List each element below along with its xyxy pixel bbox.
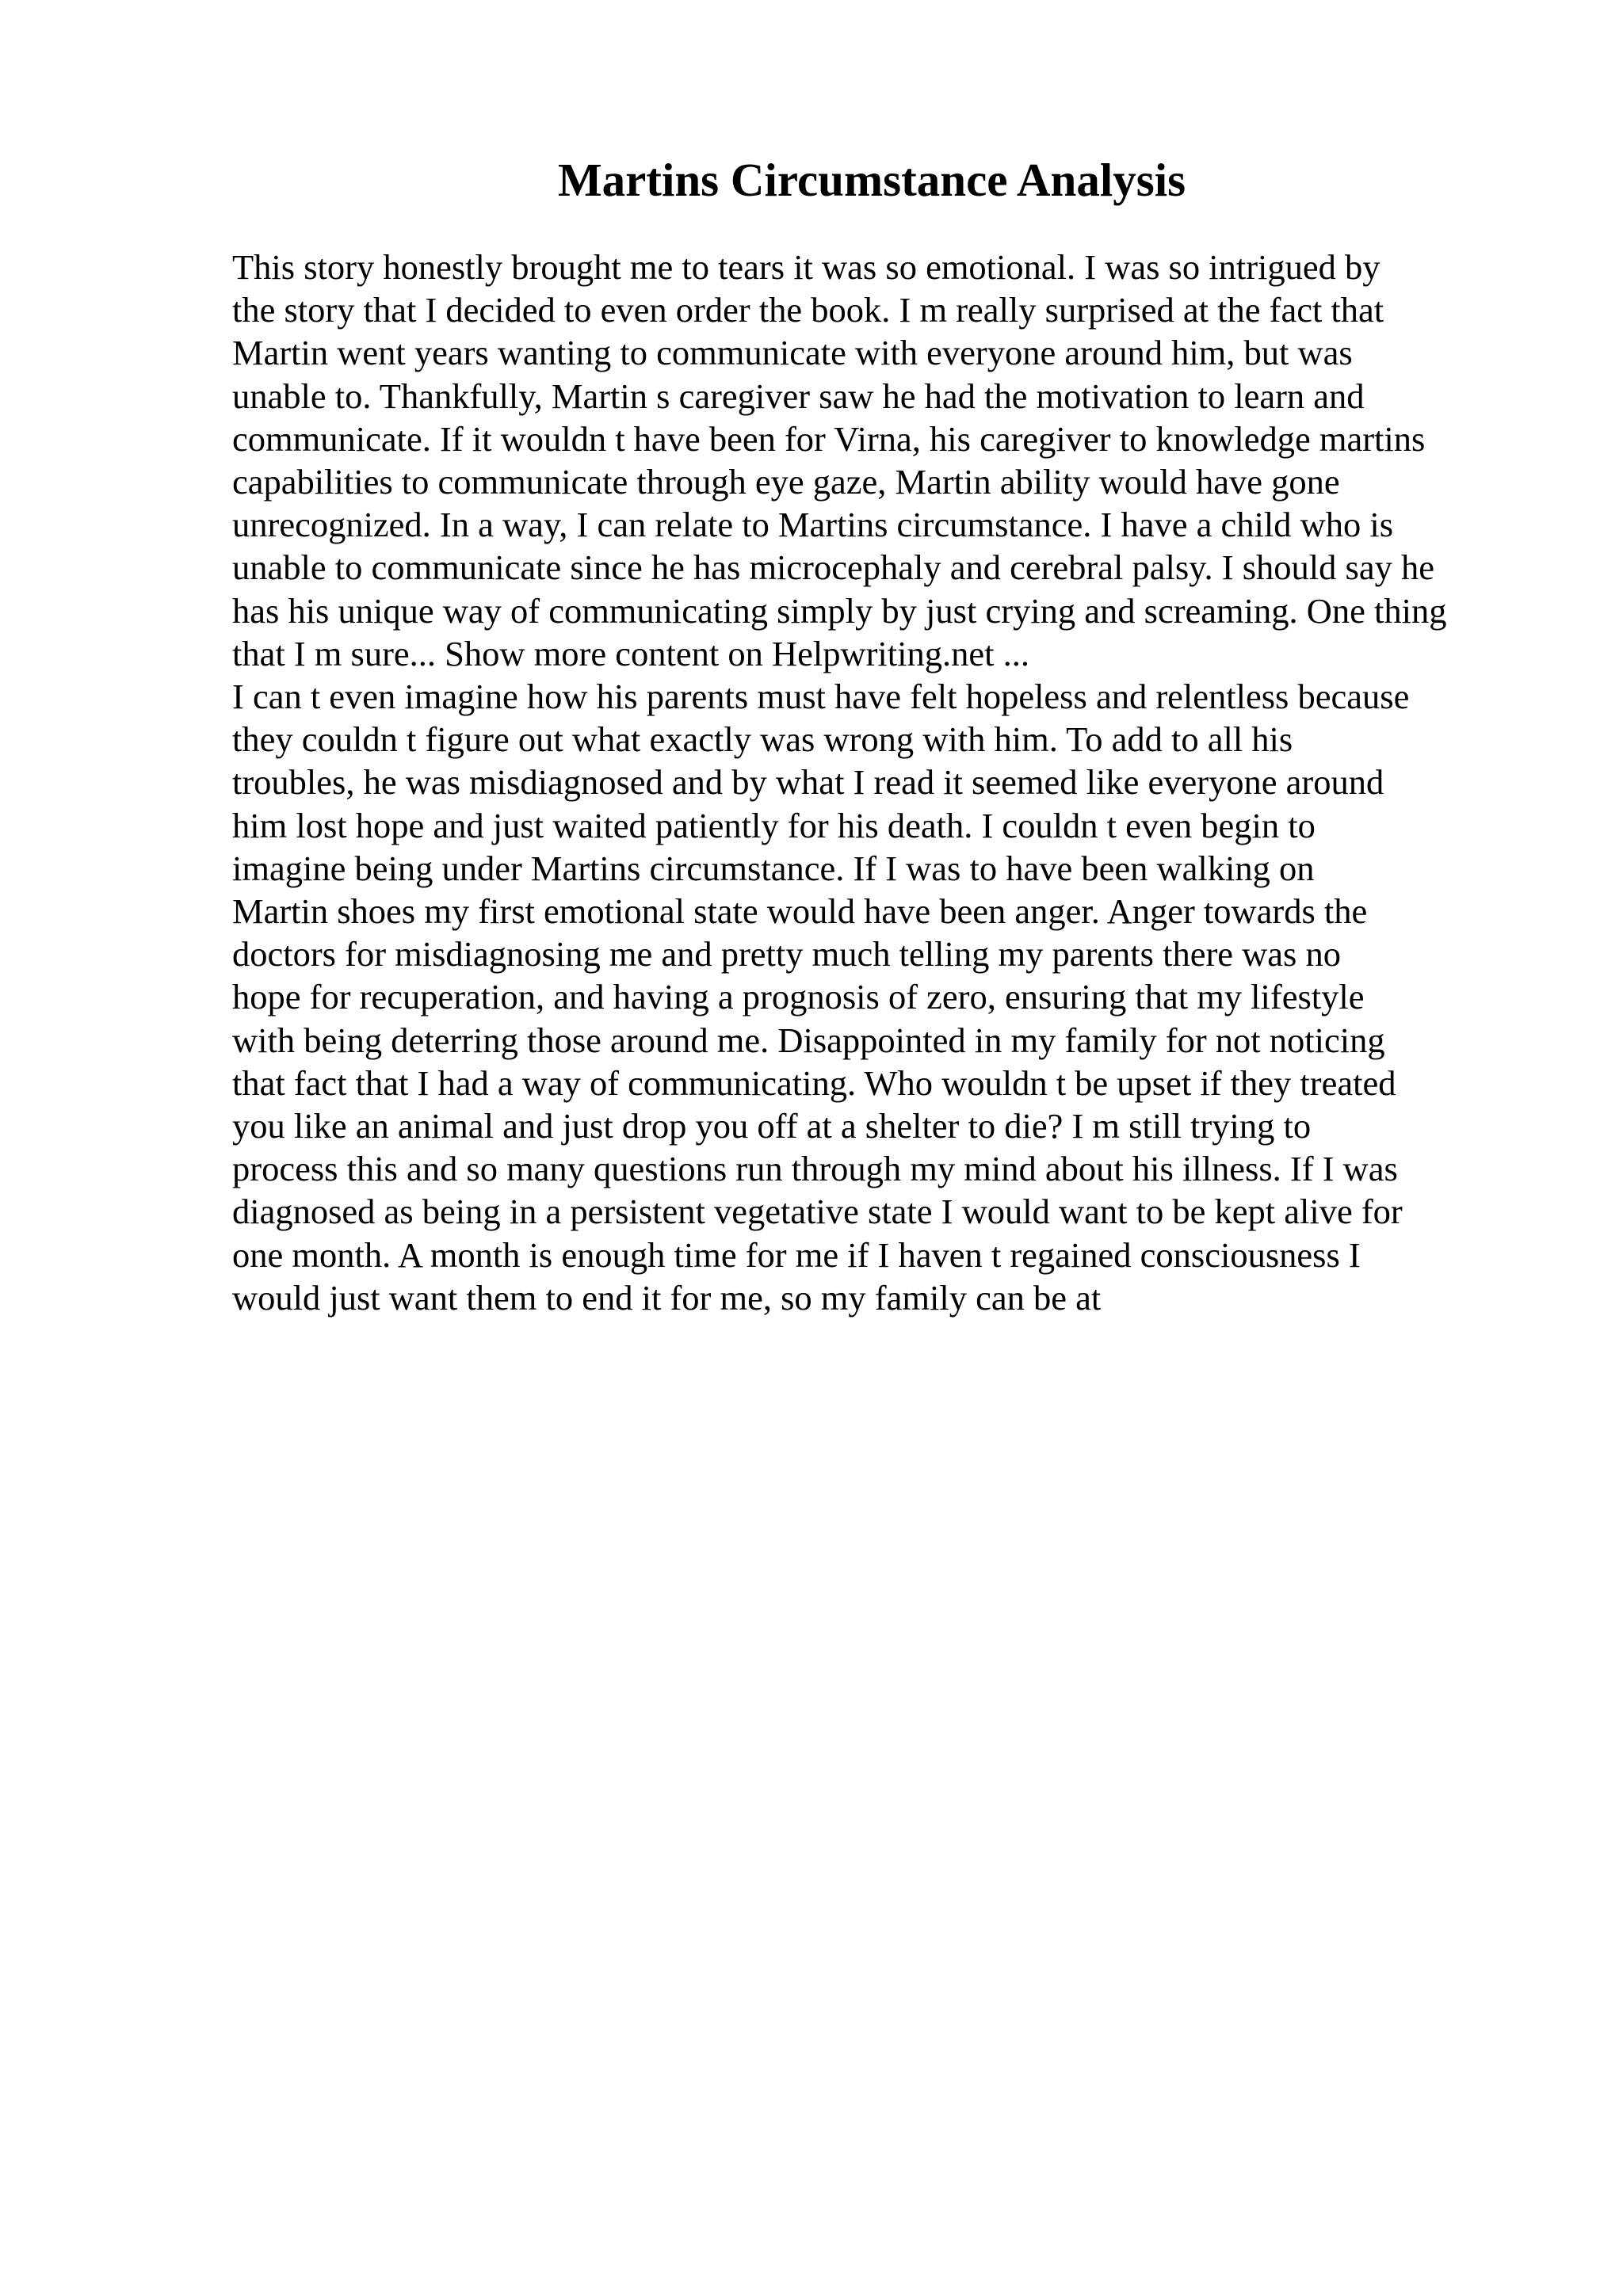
text-line: imagine being under Martins circumstance. If I was to have been walking on: [232, 848, 1315, 888]
text-line: troubles, he was misdiagnosed and by what I read it seemed like everyone around: [232, 762, 1384, 803]
text-line: would just want them to end it for me, so my family can be at: [232, 1277, 1102, 1318]
text-line: This story honestly brought me to tears it was so emotional. I was so intrigued by: [232, 247, 1381, 287]
text-line: communicate. If it wouldn t have been for Virna, his caregiver to knowledge martins: [232, 418, 1426, 459]
text-line: with being deterring those around me. Disappointed in my family for not noticing: [232, 1020, 1385, 1060]
text-line: capabilities to communicate through eye gaze, Martin ability would have gone: [232, 462, 1340, 502]
document-body: [232, 246, 1595, 1319]
text-line: unable to communicate since he has microcephaly and cerebral palsy. I should say he: [232, 547, 1434, 588]
text-line: they couldn t figure out what exactly was wrong with him. To add to all his: [232, 719, 1293, 760]
text-line: Martin shoes my first emotional state would have been anger. Anger towards the: [232, 891, 1368, 932]
text-line: process this and so many questions run through my mind about his illness. If I was: [232, 1149, 1398, 1189]
text-line: that fact that I had a way of communicating. Who wouldn t be upset if they treated: [232, 1062, 1396, 1103]
text-line: unable to. Thankfully, Martin s caregiver saw he had the motivation to learn and: [232, 376, 1365, 416]
text-line: doctors for misdiagnosing me and pretty much telling my parents there was no: [232, 934, 1341, 974]
page-title: Martins Circumstance Analysis: [557, 154, 1186, 206]
text-line: you like an animal and just drop you off at a shelter to die? I m still trying to: [232, 1106, 1312, 1146]
text-line: hope for recuperation, and having a prognosis of zero, ensuring that my lifestyle: [232, 977, 1365, 1017]
text-line: has his unique way of communicating simply by just crying and screaming. One thing: [232, 590, 1447, 631]
text-line: Martin went years wanting to communicate with everyone around him, but was: [232, 333, 1353, 373]
text-line: unrecognized. In a way, I can relate to Martins circumstance. I have a child who is: [232, 505, 1394, 545]
text-line: I can t even imagine how his parents must have felt hopeless and relentless because: [232, 677, 1410, 717]
text-line: the story that I decided to even order the book. I m really surprised at the fact that: [232, 290, 1384, 330]
text-line: him lost hope and just waited patiently for his death. I couldn t even begin to: [232, 805, 1316, 845]
text-line: that I m sure... Show more content on Helpwriting.net ...: [232, 633, 1030, 673]
text-line: diagnosed as being in a persistent vegetative state I would want to be kept alive for: [232, 1192, 1403, 1232]
text-line: one month. A month is enough time for me if I haven t regained consciousness I: [232, 1234, 1361, 1275]
